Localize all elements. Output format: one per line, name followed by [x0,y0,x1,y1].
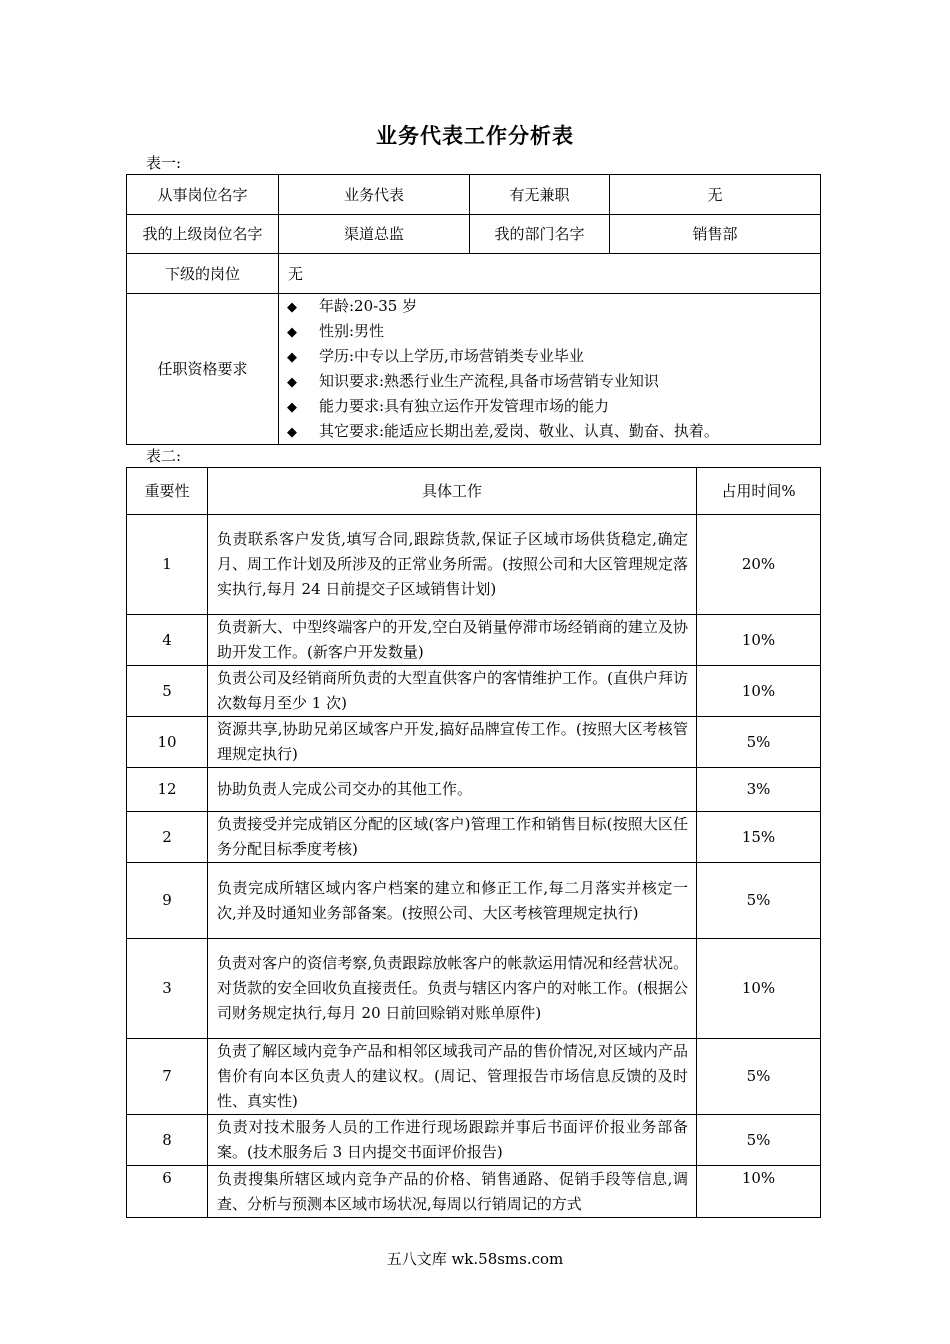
time-cell: 3% [697,768,821,812]
importance-cell: 8 [127,1115,208,1166]
qualification-list [287,294,812,444]
time-cell: 10% [697,615,821,666]
table-row [127,768,821,812]
table-row [127,1039,821,1115]
qualification-text: 学历:中专以上学历,市场营销类专业毕业 [319,346,584,365]
importance-cell: 6 [127,1166,208,1218]
dept-value: 销售部 [610,214,821,254]
time-header: 占用时间% [697,468,821,515]
diamond-bullet-icon: ◆ [287,424,297,440]
work-cell: 负责公司及经销商所负责的大型直供客户的客情维护工作。(直供户拜访次数每月至少 1 次) [208,666,697,717]
time-cell: 20% [697,515,821,615]
table-row [127,1115,821,1166]
table-row [127,666,821,717]
time-cell: 10% [697,939,821,1039]
importance-cell: 10 [127,717,208,768]
work-cell: 资源共享,协助兄弟区域客户开发,搞好品牌宣传工作。(按照大区考核管理规定执行) [208,717,697,768]
table-row [127,812,821,863]
time-cell: 15% [697,812,821,863]
work-cell: 负责了解区域内竞争产品和相邻区域我司产品的售价情况,对区域内产品售价有向本区负责人的建议权。(周记、管理报告市场信息反馈的及时性、真实性) [208,1039,697,1115]
table-row [127,254,821,294]
diamond-bullet-icon: ◆ [287,324,297,340]
time-cell: 5% [697,863,821,939]
work-cell: 负责接受并完成销区分配的区域(客户)管理工作和销售目标(按照大区任务分配目标季度考核) [208,812,697,863]
qualification-text: 能力要求:具有独立运作开发管理市场的能力 [319,396,610,415]
table2-label: 表二: [146,447,182,465]
importance-header: 重要性 [127,468,208,515]
work-cell: 负责对技术服务人员的工作进行现场跟踪并事后书面评价报业务部备案。(技术服务后 3 日内提交书面评价报告) [208,1115,697,1166]
importance-cell: 2 [127,812,208,863]
work-cell: 负责对客户的资信考察,负责跟踪放帐客户的帐款运用情况和经营状况。对货款的安全回收负直接责任。负责与辖区内客户的对帐工作。(根据公司财务规定执行,每月 20 日前回赊销对账单原件) [208,939,697,1039]
list-item [287,369,812,394]
work-header: 具体工作 [208,468,697,515]
table-row [127,175,821,215]
table-row [127,293,821,444]
work-cell: 负责联系客户发货,填写合同,跟踪货款,保证子区域市场供货稳定,确定月、周工作计划及所涉及的正常业务所需。(按照公司和大区管理规定落实执行,每月 24 日前提交子区域销售计划) [208,515,697,615]
job-info-table [126,174,821,445]
subordinate-value: 无 [279,254,821,294]
qualification-label: 任职资格要求 [127,293,279,444]
table-row [127,717,821,768]
importance-cell: 12 [127,768,208,812]
time-cell: 5% [697,717,821,768]
work-analysis-table [126,467,821,1218]
work-cell: 负责新大、中型终端客户的开发,空白及销量停滞市场经销商的建立及协助开发工作。(新客户开发数量) [208,615,697,666]
concurrent-label: 有无兼职 [470,175,610,215]
diamond-bullet-icon: ◆ [287,349,297,365]
position-label: 从事岗位名字 [127,175,279,215]
qualification-text: 其它要求:能适应长期出差,爱岗、敬业、认真、勤奋、执着。 [319,421,719,440]
footer-watermark: 五八文库 wk.58sms.com [386,1250,564,1268]
qualification-list-cell [279,293,821,444]
dept-label: 我的部门名字 [470,214,610,254]
list-item [287,319,812,344]
list-item [287,394,812,419]
importance-cell: 4 [127,615,208,666]
importance-cell: 7 [127,1039,208,1115]
table1-label: 表一: [146,154,182,172]
superior-value: 渠道总监 [279,214,470,254]
importance-cell: 9 [127,863,208,939]
list-item [287,294,812,319]
superior-label: 我的上级岗位名字 [127,214,279,254]
time-cell: 10% [697,1166,821,1218]
work-cell: 负责完成所辖区域内客户档案的建立和修正工作,每二月落实并核定一次,并及时通知业务部备案。(按照公司、大区考核管理规定执行) [208,863,697,939]
importance-cell: 5 [127,666,208,717]
qualification-text: 年龄:20-35 岁 [319,296,418,315]
importance-cell: 1 [127,515,208,615]
table-row [127,1166,821,1218]
table-header-row [127,468,821,515]
table-row [127,214,821,254]
table-row [127,939,821,1039]
diamond-bullet-icon: ◆ [287,299,297,315]
list-item [287,344,812,369]
time-cell: 5% [697,1039,821,1115]
work-cell: 负责搜集所辖区域内竞争产品的价格、销售通路、促销手段等信息,调查、分析与预测本区域市场状况,每周以行销周记的方式 [208,1166,697,1218]
diamond-bullet-icon: ◆ [287,374,297,390]
diamond-bullet-icon: ◆ [287,399,297,415]
position-value: 业务代表 [279,175,470,215]
qualification-text: 知识要求:熟悉行业生产流程,具备市场营销专业知识 [319,371,659,390]
time-cell: 5% [697,1115,821,1166]
table-row [127,615,821,666]
table-row [127,515,821,615]
subordinate-label: 下级的岗位 [127,254,279,294]
table-row [127,863,821,939]
concurrent-value: 无 [610,175,821,215]
qualification-text: 性别:男性 [319,321,385,340]
importance-cell: 3 [127,939,208,1039]
work-cell: 协助负责人完成公司交办的其他工作。 [208,768,697,812]
time-cell: 10% [697,666,821,717]
list-item [287,419,812,444]
page-title: 业务代表工作分析表 [376,123,574,148]
